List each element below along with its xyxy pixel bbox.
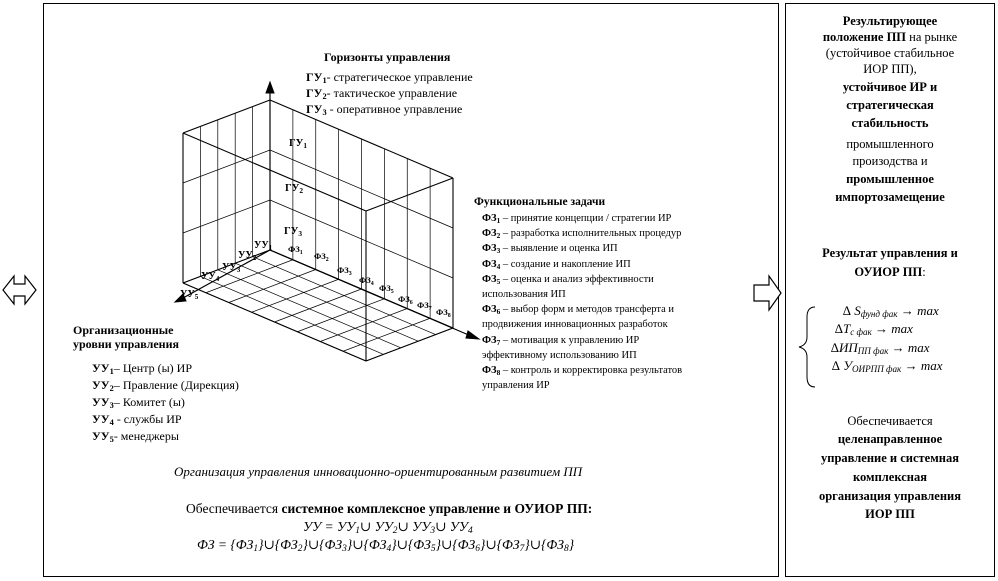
formula-part: ∪ УУ [435, 519, 468, 534]
functional-item [482, 365, 682, 376]
gu-label-2 [285, 183, 303, 194]
formula-t-sub: c фак [850, 327, 872, 337]
horizon-text: - стратегическое управление [326, 70, 473, 84]
functional-code-sub: 7 [496, 337, 501, 347]
org-level-code: $УУ_5$ [92, 429, 114, 444]
gu-label-3-sub: 3 [298, 229, 303, 238]
horizon-code-sub: 1 [322, 76, 327, 85]
formula-t-main: ∆T [835, 321, 851, 336]
fz-label-2-sub: 2 [325, 257, 329, 263]
org-level-code-sub: 3 [109, 401, 114, 410]
result-line-7: стабильность [851, 116, 929, 130]
org-level-item [92, 429, 179, 444]
gu-label-2-code: ГУ [285, 183, 300, 194]
fz-label-6 [398, 294, 413, 304]
functional-item [482, 319, 668, 330]
uu-label-5-code: УУ [180, 289, 195, 300]
fz-label-2 [314, 251, 329, 261]
formula-s-main: ∆ S [843, 303, 861, 318]
functional-text: управления ИР [482, 380, 550, 392]
fz-label-7-code: ФЗ [417, 300, 429, 310]
formula-part: 3 [430, 526, 436, 536]
functional-text: – контроль и корректировка результатов [500, 365, 683, 376]
fz-label-5 [379, 283, 394, 293]
fz-label-4-sub: 4 [370, 281, 374, 287]
gu-label-1 [289, 138, 307, 149]
functional-code-sub: 5 [496, 276, 501, 286]
horizon-code-sub: 2 [322, 92, 327, 101]
formula-part: 4 [467, 526, 473, 536]
formula-part: } [568, 537, 575, 552]
functional-item [482, 304, 674, 315]
functional-text: – выявление и оценка ИП [500, 243, 618, 255]
uu-label-4-code: УУ [201, 271, 216, 282]
management-cube [175, 82, 479, 361]
formula-ip-sub: ПП фак [857, 346, 889, 356]
formula-part: 1 [253, 544, 259, 554]
org-level-code: $УУ_3$ [92, 395, 114, 410]
brace-icon [795, 303, 825, 393]
functional-text: – мотивация к управлению ИР [500, 334, 640, 346]
formula-ip [831, 340, 930, 356]
org-level-text: – Комитет (ы) [113, 395, 185, 409]
formula-t-tail: → max [871, 321, 913, 336]
gu-label-3 [284, 226, 302, 237]
horizon-code: $ГУ_1$ [306, 70, 327, 85]
formula-u-sub: ОИРПП фак [851, 364, 902, 374]
fz-label-8 [436, 307, 451, 317]
functional-item [482, 274, 654, 285]
gu-label-3-code: ГУ [284, 226, 299, 237]
functional-title: Функциональные задачи [474, 196, 606, 208]
functional-item [482, 213, 671, 224]
fz-label-4-code: ФЗ [359, 275, 371, 285]
result-panel [785, 0, 995, 581]
fz-label-7-sub: 7 [428, 306, 432, 312]
horizon-text: - оперативное управление [326, 102, 463, 116]
formula-part: 4 [386, 544, 392, 554]
formula-part: ∪ УУ [359, 519, 393, 534]
horizon-text: - тактическое управление [326, 86, 458, 100]
functional-item [482, 380, 550, 391]
formula-part: 2 [297, 544, 303, 554]
formula-uu [303, 519, 473, 535]
functional-text: – оценка и анализ эффективности [500, 273, 654, 285]
formula-u-main: ∆ У [832, 358, 852, 373]
formula-u [832, 358, 942, 374]
result-line-6: стратегическая [846, 98, 934, 112]
functional-text: – принятие концепции / стратегии ИР [500, 213, 672, 224]
fz-label-1 [288, 244, 303, 254]
fz-label-2-code: ФЗ [314, 251, 326, 261]
effect-line-4: комплексная [853, 470, 927, 484]
formula-part: ∪ УУ [397, 519, 431, 534]
fz-label-4 [359, 275, 374, 285]
functional-text: – создание и накопление ИП [500, 258, 631, 270]
formula-ip-main: ∆ИП [831, 340, 858, 355]
functional-code-sub: 3 [496, 246, 501, 256]
effect-line-6: ИОР ПП [865, 507, 915, 521]
functional-item [482, 289, 566, 300]
uu-label-1 [254, 240, 272, 251]
functional-text: – разработка исполнительных процедур [500, 228, 682, 240]
formula-t [835, 321, 913, 337]
horizon-code: $ГУ_2$ [306, 86, 327, 101]
effect-line-2: целенаправленное [837, 432, 943, 446]
formula-part: }∪{ФЗ [302, 537, 343, 552]
functional-code: $ФЗ_6$ [482, 304, 501, 317]
uu-label-3-code: УУ [222, 262, 237, 273]
functional-code-sub: 4 [496, 261, 501, 271]
org-level-code-sub: 1 [109, 367, 114, 376]
formula-part: }∪{ФЗ [346, 537, 387, 552]
bottom-statement-prefix: Обеспечивается [186, 501, 282, 516]
fz-label-6-sub: 6 [409, 300, 413, 306]
org-level-code-sub: 4 [109, 418, 114, 427]
horizon-code-sub: 3 [322, 108, 327, 117]
fz-label-7 [417, 300, 432, 310]
bottom-statement-bold: системное комплексное управление и ОУИОР ПП: [281, 501, 593, 516]
org-levels-title-1: Организационные [73, 323, 174, 337]
org-level-text: – Центр (ы) ИР [113, 361, 193, 375]
org-level-item [92, 361, 192, 376]
org-level-code-sub: 2 [109, 384, 114, 393]
uu-label-1-code: УУ [254, 240, 269, 251]
fz-label-3-sub: 3 [348, 271, 352, 277]
functional-item [482, 243, 618, 254]
uu-label-2-sub: 2 [252, 254, 257, 262]
functional-code-sub: 6 [496, 307, 501, 317]
org-level-item [92, 395, 185, 410]
formula-part: 1 [355, 526, 360, 536]
horizon-item [306, 102, 462, 117]
functional-code: $ФЗ_7$ [482, 334, 501, 347]
uu-label-5-sub: 5 [194, 293, 199, 301]
uu-label-1-sub: 1 [268, 244, 273, 252]
functional-item [482, 228, 681, 239]
org-level-code: $УУ_1$ [92, 361, 114, 376]
uu-label-3 [222, 262, 240, 273]
horizon-code: $ГУ_3$ [306, 102, 327, 117]
functional-code: $ФЗ_1$ [482, 213, 501, 225]
functional-code-sub: 2 [496, 231, 501, 241]
double-arrow-icon [3, 276, 36, 304]
result-line-9: произодства и [852, 154, 928, 168]
fz-label-8-code: ФЗ [436, 307, 448, 317]
formula-part: 6 [475, 544, 480, 554]
fz-label-8-sub: 8 [447, 313, 451, 319]
right-arrow-icon [754, 276, 781, 310]
gu-label-1-code: ГУ [289, 138, 304, 149]
functional-text: эффективному использованию ИП [482, 349, 637, 361]
functional-code: $ФЗ_2$ [482, 228, 501, 241]
formula-part: }∪{ФЗ [258, 537, 298, 552]
functional-code: $ФЗ_3$ [482, 243, 501, 256]
result-line-2 [785, 30, 995, 46]
org-level-code: $УУ_2$ [92, 378, 114, 393]
org-level-text: - службы ИР [113, 412, 182, 426]
formula-part: }∪{ФЗ [524, 537, 564, 552]
uu-label-3-sub: 3 [236, 266, 241, 274]
formula-part: }∪{ФЗ [479, 537, 520, 552]
horizons-title: Горизонты управления [324, 50, 451, 64]
formula-fz [197, 537, 574, 553]
fz-label-1-code: ФЗ [288, 244, 300, 254]
uu-label-2-code: УУ [238, 250, 253, 261]
functional-text: продвижения инновационных разработок [482, 319, 668, 331]
formula-part: 7 [519, 544, 525, 554]
functional-item [482, 259, 631, 270]
result-line-4: ИОР ПП), [863, 62, 917, 76]
formula-s-tail: → max [897, 303, 939, 318]
fz-label-3-code: ФЗ [337, 265, 349, 275]
functional-code: $ФЗ_4$ [482, 258, 501, 271]
gu-label-2-sub: 2 [299, 186, 304, 195]
formula-s [843, 303, 939, 319]
functional-text: использования ИП [482, 289, 566, 300]
uu-label-4-sub: 4 [215, 275, 220, 283]
formula-part: ФЗ = {ФЗ [197, 537, 254, 552]
bottom-statement [186, 501, 592, 517]
formula-part: }∪{ФЗ [435, 537, 476, 552]
formula-part: 5 [430, 544, 436, 554]
formula-u-tail: → max [901, 358, 943, 373]
org-level-text: – Правление (Дирекция) [113, 378, 239, 392]
result-line-2-rest: на рынке [906, 30, 958, 44]
uu-label-2 [238, 250, 256, 261]
functional-item [482, 335, 639, 346]
formula-part: 3 [342, 544, 347, 554]
result-line-8: промышленного [846, 137, 934, 151]
functional-text: – выбор форм и методов трансферта и [500, 304, 674, 316]
fz-label-3 [337, 265, 352, 275]
functional-code: $ФЗ_5$ [482, 273, 501, 286]
formula-ip-tail: → max [888, 340, 930, 355]
functional-code: $ФЗ_8$ [482, 365, 501, 377]
fz-label-1-sub: 1 [299, 250, 303, 256]
result-title-2-colon: : [922, 265, 926, 279]
result-title-2-bold: ОУИОР ПП [854, 265, 923, 279]
diagram-caption: Организация управления инновационно-ориентированным развитием ПП [174, 464, 583, 479]
org-level-item [92, 378, 239, 393]
result-line-5: устойчивое ИР и [842, 80, 938, 94]
result-line-11: импортозамещение [835, 190, 945, 204]
org-level-item [92, 412, 182, 427]
result-title-1: Результат управления и [822, 246, 958, 260]
horizon-item [306, 86, 457, 101]
formula-part: 2 [392, 526, 398, 536]
uu-label-5 [180, 289, 198, 300]
org-level-code-sub: 5 [109, 435, 114, 444]
uu-label-4 [201, 271, 219, 282]
functional-item [482, 350, 637, 361]
result-line-3: (устойчивое стабильное [825, 46, 955, 60]
horizon-item [306, 70, 473, 85]
org-level-code: $УУ_4$ [92, 412, 114, 427]
formula-part: УУ = УУ [303, 519, 356, 534]
result-line-10: промышленное [846, 172, 934, 186]
formula-part: 8 [563, 544, 569, 554]
functional-code-sub: 8 [496, 368, 501, 377]
org-level-text: - менеджеры [113, 429, 179, 443]
formula-part: }∪{ФЗ [391, 537, 431, 552]
fz-label-5-sub: 5 [390, 289, 394, 295]
effect-line-1: Обеспечивается [847, 414, 933, 428]
org-levels-title-2: уровни управления [73, 337, 179, 351]
effect-line-5: организация управления [818, 489, 962, 503]
result-line-2-bold: положение ПП [822, 30, 907, 44]
gu-label-1-sub: 1 [303, 141, 308, 150]
effect-line-3: управление и системная [821, 451, 959, 465]
functional-code-sub: 1 [496, 216, 501, 225]
fz-label-6-code: ФЗ [398, 294, 410, 304]
result-line-1: Результирующее [842, 14, 938, 28]
formula-s-sub: фунд фак [860, 309, 898, 319]
result-title-2 [785, 265, 995, 281]
fz-label-5-code: ФЗ [379, 283, 391, 293]
